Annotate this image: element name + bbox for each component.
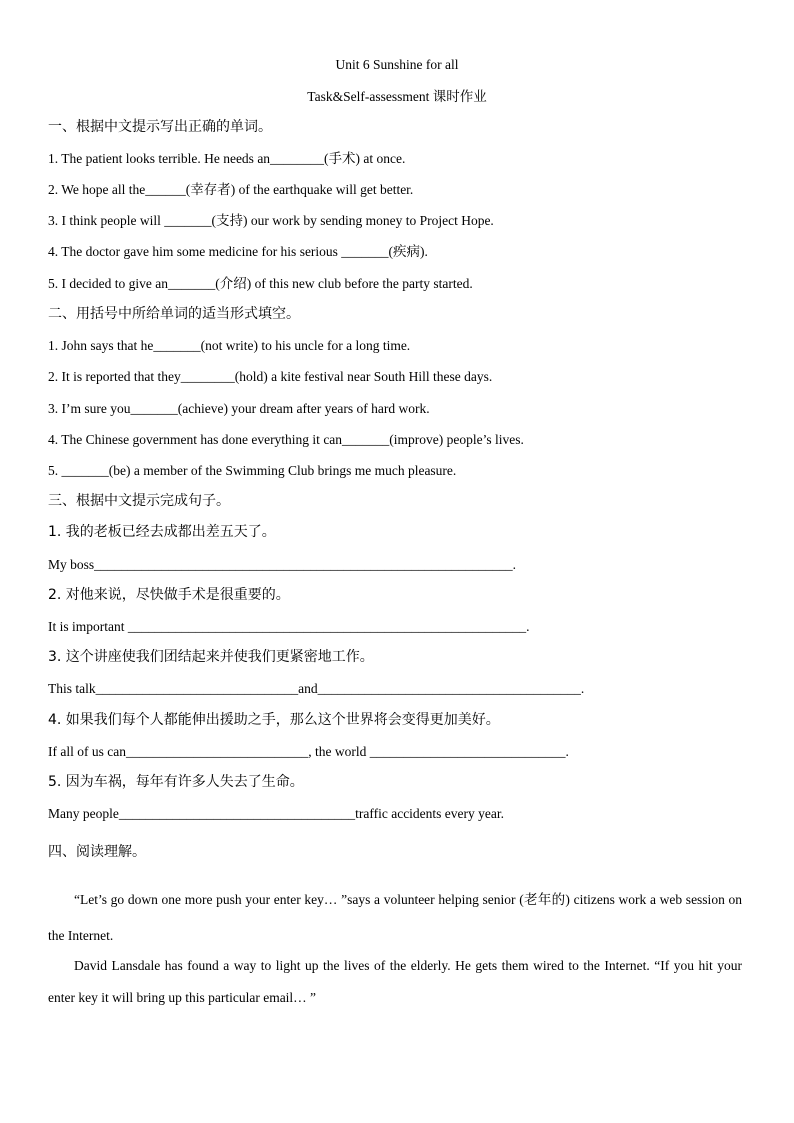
section3-item-1-answer: My boss______________________________________________________________. xyxy=(48,557,517,572)
section4-heading: 四、阅读理解。 xyxy=(48,844,146,860)
page-title: Unit 6 Sunshine for all xyxy=(335,57,459,72)
section3-item-4-prompt: 4. 如果我们每个人都能伸出援助之手，那么这个世界将会变得更加美好。 xyxy=(48,712,500,728)
section1-item-3: 3. I think people will _______(支持) our work by sending money to Project Hope. xyxy=(48,213,494,228)
section1-item-5: 5. I decided to give an_______(介绍) of this new club before the party started. xyxy=(48,276,473,291)
section2-item-2: 2. It is reported that they________(hold) a kite festival near South Hill these days. xyxy=(48,369,493,384)
section3-item-3-answer: This talk______________________________and_______________________________________. xyxy=(48,681,585,696)
section2-item-5: 5. _______(be) a member of the Swimming Club brings me much pleasure. xyxy=(48,463,457,478)
section3-item-5-answer: Many people___________________________________traffic accidents every year. xyxy=(48,806,505,821)
section2-item-1: 1. John says that he_______(not write) to his uncle for a long time. xyxy=(48,338,411,353)
reading-paragraph-1: “Let’s go down one more push your enter key… ”says a volunteer helping senior (老年的) citizens work a web session on the Internet. xyxy=(48,892,742,943)
section2-item-3: 3. I’m sure you_______(achieve) your dream after years of hard work. xyxy=(48,401,430,416)
page-subtitle: Task&Self-assessment 课时作业 xyxy=(307,89,487,104)
section2-item-4: 4. The Chinese government has done everything it can_______(improve) people’s lives. xyxy=(48,432,524,447)
section3-item-1-prompt: 1. 我的老板已经去成都出差五天了。 xyxy=(48,524,276,540)
section3-item-2-answer: It is important ___________________________________________________________. xyxy=(48,619,530,634)
section2-heading: 二、用括号中所给单词的适当形式填空。 xyxy=(48,306,300,322)
section3-item-4-answer: If all of us can___________________________, the world _____________________________. xyxy=(48,744,569,759)
section3-item-3-prompt: 3. 这个讲座使我们团结起来并使我们更紧密地工作。 xyxy=(48,649,374,665)
section3-heading: 三、根据中文提示完成句子。 xyxy=(48,493,230,509)
section1-item-4: 4. The doctor gave him some medicine for his serious _______(疾病). xyxy=(48,244,428,259)
section1-heading: 一、根据中文提示写出正确的单词。 xyxy=(48,119,272,135)
section1-item-2: 2. We hope all the______(幸存者) of the earthquake will get better. xyxy=(48,182,414,197)
section3-item-2-prompt: 2. 对他来说，尽快做手术是很重要的。 xyxy=(48,587,290,603)
section1-item-1: 1. The patient looks terrible. He needs an________(手术) at once. xyxy=(48,151,406,166)
section3-item-5-prompt: 5. 因为车祸，每年有许多人失去了生命。 xyxy=(48,774,304,790)
reading-paragraph-2: David Lansdale has found a way to light up the lives of the elderly. He gets them wired to the Internet. “If you hit your enter key it will bring up this particular email… ” xyxy=(48,958,742,1005)
